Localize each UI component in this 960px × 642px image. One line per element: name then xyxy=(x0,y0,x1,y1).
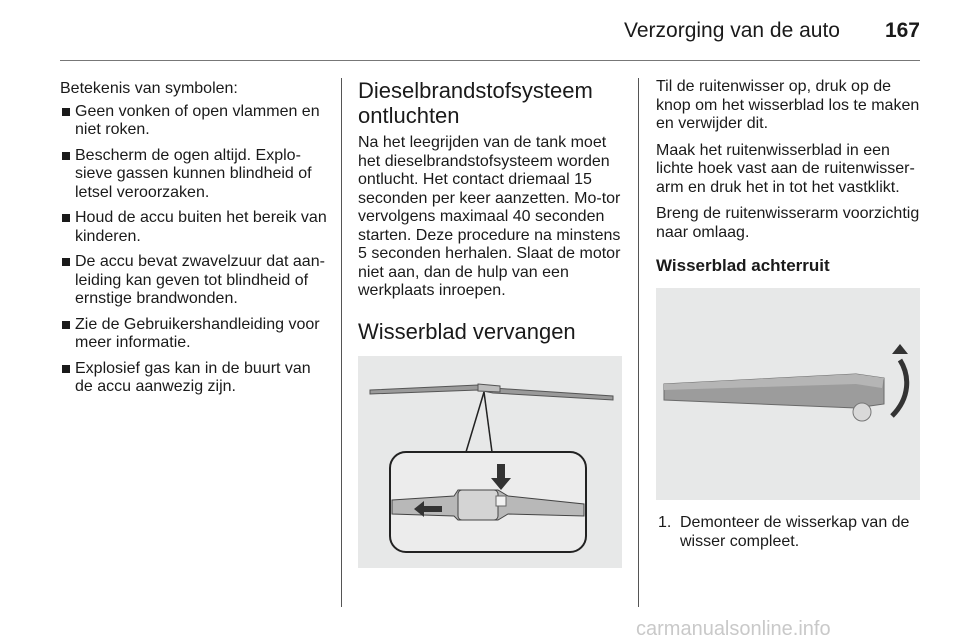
bullet-square-icon xyxy=(62,321,70,329)
wiper-blade-illustration xyxy=(358,356,622,568)
rear-wiper-illustration xyxy=(656,288,920,500)
section-heading-diesel: Dieselbrandstofsysteem ontluchten xyxy=(358,78,593,128)
column-divider-1 xyxy=(341,78,342,607)
instruction-paragraph-3: Breng de ruitenwisserarm voorzichtig naar omlaag. xyxy=(656,205,920,241)
list-item xyxy=(60,209,328,246)
wiper-blade-figure xyxy=(358,356,622,568)
bullet-square-icon xyxy=(62,214,70,222)
list-item-text: De accu bevat zwavelzuur dat aan-leiding kan geven tot blindheid of ernstige brandwonden. xyxy=(75,253,325,307)
step-number: 1. xyxy=(658,514,672,531)
bullet-square-icon xyxy=(62,365,70,373)
column-2 xyxy=(358,78,624,568)
list-item-text: Explosief gas kan in de buurt van de accu aanwezig zijn. xyxy=(75,359,311,395)
page-header-title: Verzorging van de auto xyxy=(624,19,840,42)
column-3 xyxy=(656,78,922,551)
step-text: Demonteer de wisserkap van de wisser compleet. xyxy=(680,514,910,550)
list-item-text: Houd de accu buiten het bereik van kinderen. xyxy=(75,209,327,245)
instruction-paragraph-2: Maak het ruitenwisserblad in een lichte hoek vast aan de ruitenwisser-arm en druk het in tot het vastklikt. xyxy=(656,141,915,196)
page-number: 167 xyxy=(884,19,920,42)
list-item xyxy=(60,253,328,309)
instruction-paragraph-1: Til de ruitenwisser op, druk op de knop om het wisserblad los te maken en verwijder dit. xyxy=(656,78,920,132)
list-item xyxy=(60,316,328,353)
list-item xyxy=(60,360,328,397)
symbols-intro: Betekenis van symbolen: xyxy=(60,80,238,97)
header-divider xyxy=(60,60,920,61)
diesel-paragraph: Na het leegrijden van de tank moet het dieselbrandstofsysteem worden ontlucht. Het contact driemaal 15 seconden per keer aanzetten. Mo-tor vervolgens maximaal 40 seconden starten. Deze procedure na minstens 5 seconden herhalen. Slaat de motor niet aan, dan de hulp van een werkplaats inroepen. xyxy=(358,134,621,299)
column-divider-2 xyxy=(638,78,639,607)
rear-wiper-figure xyxy=(656,288,920,500)
list-item-text: Bescherm de ogen altijd. Explo-sieve gassen kunnen blindheid of letsel veroorzaken. xyxy=(75,146,312,201)
symbols-list xyxy=(60,103,328,397)
rear-wiper-steps xyxy=(656,514,922,551)
list-item xyxy=(60,103,328,140)
list-item-text: Zie de Gebruikershandleiding voor meer informatie. xyxy=(75,315,320,351)
bullet-square-icon xyxy=(62,258,70,266)
list-item xyxy=(60,147,328,203)
bullet-square-icon xyxy=(62,152,70,160)
list-item-text: Geen vonken of open vlammen en niet roken. xyxy=(75,102,320,138)
bullet-square-icon xyxy=(62,108,70,116)
list-item xyxy=(656,514,922,551)
section-heading-wiper: Wisserblad vervangen xyxy=(358,318,576,344)
watermark: carmanualsonline.info xyxy=(636,618,831,640)
rear-wiper-heading: Wisserblad achterruit xyxy=(656,256,830,275)
column-1 xyxy=(60,80,328,404)
